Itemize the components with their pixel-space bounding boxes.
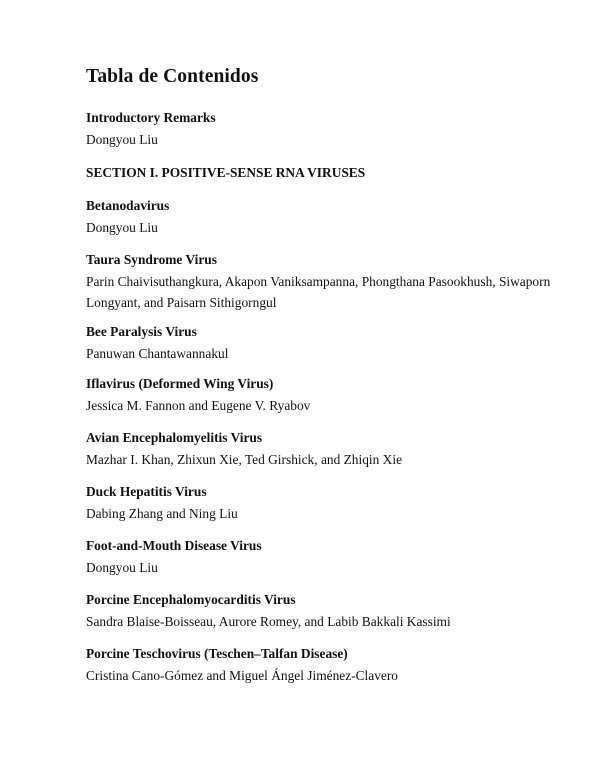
entry-title[interactable]: Betanodavirus — [86, 198, 170, 213]
toc-entry — [86, 108, 556, 150]
entry-title[interactable]: Duck Hepatitis Virus — [86, 484, 207, 499]
entry-authors: Sandra Blaise-Boisseau, Aurore Romey, and Labib Bakkali Kassimi — [86, 614, 451, 629]
entry-authors: Dongyou Liu — [86, 132, 158, 147]
entry-authors: Panuwan Chantawannakul — [86, 346, 229, 361]
toc-entry — [86, 536, 556, 578]
entry-title[interactable]: Porcine Encephalomyocarditis Virus — [86, 592, 296, 607]
toc-entry — [86, 590, 556, 632]
toc-entry — [86, 428, 556, 470]
toc-entry — [86, 644, 556, 686]
entry-authors: Mazhar I. Khan, Zhixun Xie, Ted Girshick, and Zhiqin Xie — [86, 452, 403, 467]
entry-title[interactable]: Introductory Remarks — [86, 110, 216, 125]
entry-title[interactable]: Iflavirus (Deformed Wing Virus) — [86, 376, 274, 391]
section-heading[interactable]: SECTION I. POSITIVE-SENSE RNA VIRUSES — [86, 165, 366, 180]
toc-entry — [86, 322, 556, 364]
entry-title[interactable]: Avian Encephalomyelitis Virus — [86, 430, 263, 445]
entry-authors: Jessica M. Fannon and Eugene V. Ryabov — [86, 398, 311, 413]
entry-title[interactable]: Foot-and-Mouth Disease Virus — [86, 538, 262, 553]
entry-authors: Parin Chaivisuthangkura, Akapon Vaniksampanna, Phongthana Pasookhush, Siwaporn Longyant, and Paisarn Sithigorngul — [86, 274, 551, 310]
entry-title[interactable]: Porcine Teschovirus (Teschen–Talfan Disease) — [86, 646, 348, 661]
toc-entry — [86, 374, 556, 416]
entry-authors: Dabing Zhang and Ning Liu — [86, 506, 238, 521]
entry-title[interactable]: Taura Syndrome Virus — [86, 252, 217, 267]
entry-authors: Cristina Cano-Gómez and Miguel Ángel Jiménez-Clavero — [86, 668, 398, 683]
page-title: Tabla de Contenidos — [86, 66, 259, 87]
entry-authors: Dongyou Liu — [86, 220, 158, 235]
toc-entry — [86, 482, 556, 524]
toc-entry — [86, 196, 556, 238]
toc-entry — [86, 250, 556, 313]
entry-title[interactable]: Bee Paralysis Virus — [86, 324, 197, 339]
entry-authors: Dongyou Liu — [86, 560, 158, 575]
